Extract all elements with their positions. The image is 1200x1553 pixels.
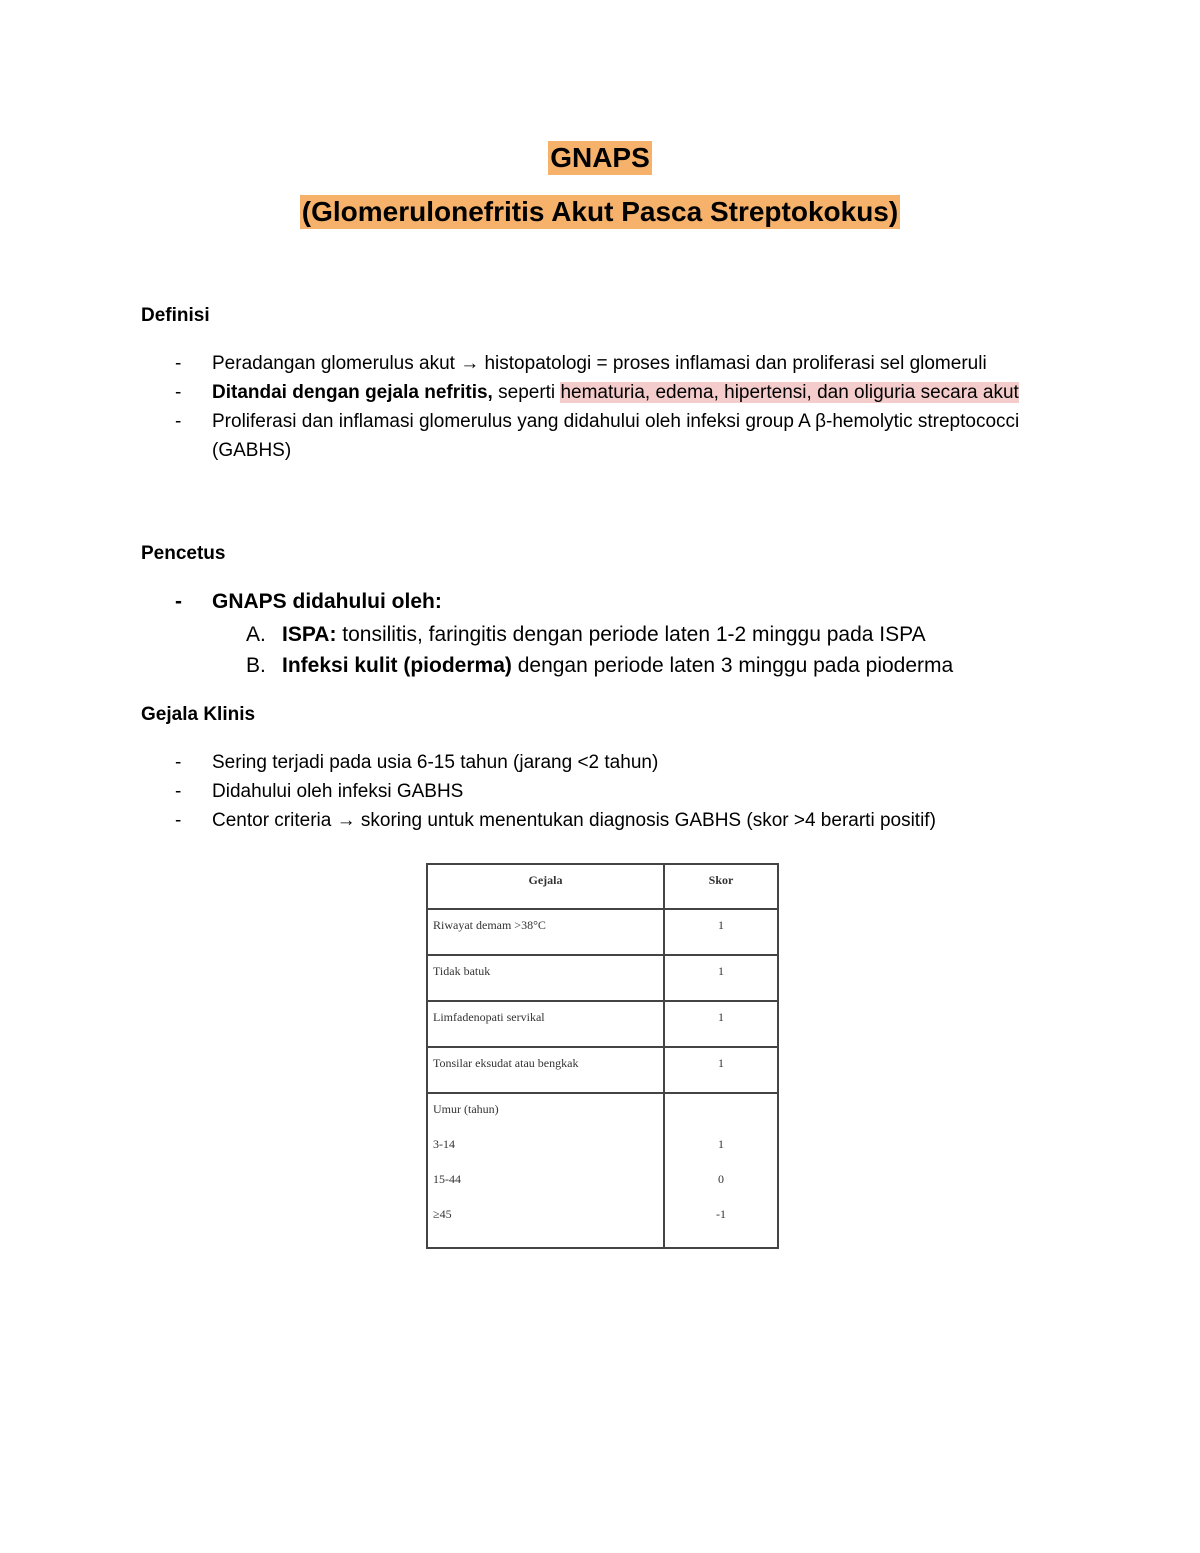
cell-skor: 1 (664, 1047, 778, 1093)
page-title: GNAPS (550, 142, 650, 173)
sub-marker-b: B. (246, 654, 266, 677)
age-range: ≥45 (433, 1207, 452, 1221)
pencetus-sub-item-a (246, 620, 926, 650)
section-heading-pencetus: Pencetus (141, 543, 226, 564)
table-row (427, 909, 778, 955)
pencetus-main-text: GNAPS didahului oleh: (212, 590, 442, 613)
definisi-item-2-bold: Ditandai dengan gejala nefritis, (212, 382, 493, 403)
age-score: 1 (718, 1137, 724, 1151)
bullet-dash: - (175, 382, 182, 403)
list-item (141, 349, 1041, 378)
cell-age-scores (664, 1093, 778, 1248)
cell-gejala: Tidak batuk (427, 955, 664, 1001)
age-range: 3-14 (433, 1137, 455, 1151)
table-row (427, 1001, 778, 1047)
table-row (427, 1047, 778, 1093)
page-subtitle: (Glomerulonefritis Akut Pasca Streptokokus) (301, 196, 899, 227)
definisi-item-1: Peradangan glomerulus akut → histopatologi = proses inflamasi dan proliferasi sel glomeruli (212, 353, 987, 374)
list-item (141, 748, 1041, 777)
bullet-dash: - (175, 353, 182, 374)
definisi-list (141, 349, 1041, 465)
pencetus-a-bold: ISPA: (282, 623, 337, 646)
header-skor: Skor (664, 864, 778, 909)
bullet-dash: - (175, 810, 182, 831)
age-label: Umur (tahun) (433, 1102, 499, 1116)
age-range: 15-44 (433, 1172, 461, 1186)
bullet-dash: - (175, 752, 182, 773)
list-item (141, 407, 1041, 465)
definisi-item-3: Proliferasi dan inflamasi glomerulus yang didahului oleh infeksi group A β-hemolytic streptococci (GABHS) (212, 411, 1020, 461)
bullet-dash: - (175, 781, 182, 802)
header-gejala: Gejala (427, 864, 664, 909)
pencetus-b-bold: Infeksi kulit (pioderma) (282, 654, 512, 677)
pencetus-sub-item-b (246, 651, 953, 681)
pencetus-a-text: tonsilitis, faringitis dengan periode laten 1-2 minggu pada ISPA (336, 623, 926, 646)
table-row-age (427, 1093, 778, 1248)
table-header-row (427, 864, 778, 909)
cell-skor: 1 (664, 1001, 778, 1047)
age-score: -1 (716, 1207, 726, 1221)
definisi-item-2-plain: seperti (492, 382, 561, 403)
gejala-item-2: Didahului oleh infeksi GABHS (212, 781, 464, 802)
gejala-item-3: Centor criteria → skoring untuk menentukan diagnosis GABHS (skor >4 berarti positif) (212, 810, 936, 831)
pencetus-b-text: dengan periode laten 3 minggu pada pioderma (511, 654, 954, 677)
list-item (141, 806, 1041, 835)
subtitle-block (0, 195, 1200, 229)
centor-score-table (426, 863, 779, 1249)
cell-age-group (427, 1093, 664, 1248)
title-block (0, 141, 1200, 175)
cell-skor: 1 (664, 909, 778, 955)
cell-skor: 1 (664, 955, 778, 1001)
bullet-dash: - (175, 411, 182, 432)
cell-gejala: Tonsilar eksudat atau bengkak (427, 1047, 664, 1093)
age-score: 0 (718, 1172, 724, 1186)
table-row (427, 955, 778, 1001)
list-item (141, 777, 1041, 806)
cell-gejala: Limfadenopati servikal (427, 1001, 664, 1047)
cell-gejala: Riwayat demam >38°C (427, 909, 664, 955)
age-score-spacer (665, 1102, 777, 1137)
definisi-item-2-highlight: hematuria, edema, hipertensi, dan oliguria secara akut (560, 382, 1019, 403)
gejala-klinis-list (141, 748, 1041, 835)
bullet-dash: - (175, 590, 182, 613)
section-heading-gejala-klinis: Gejala Klinis (141, 704, 256, 725)
gejala-item-1: Sering terjadi pada usia 6-15 tahun (jarang <2 tahun) (212, 752, 659, 773)
section-heading-definisi: Definisi (141, 305, 210, 326)
list-item (141, 378, 1041, 407)
sub-marker-a: A. (246, 623, 266, 646)
